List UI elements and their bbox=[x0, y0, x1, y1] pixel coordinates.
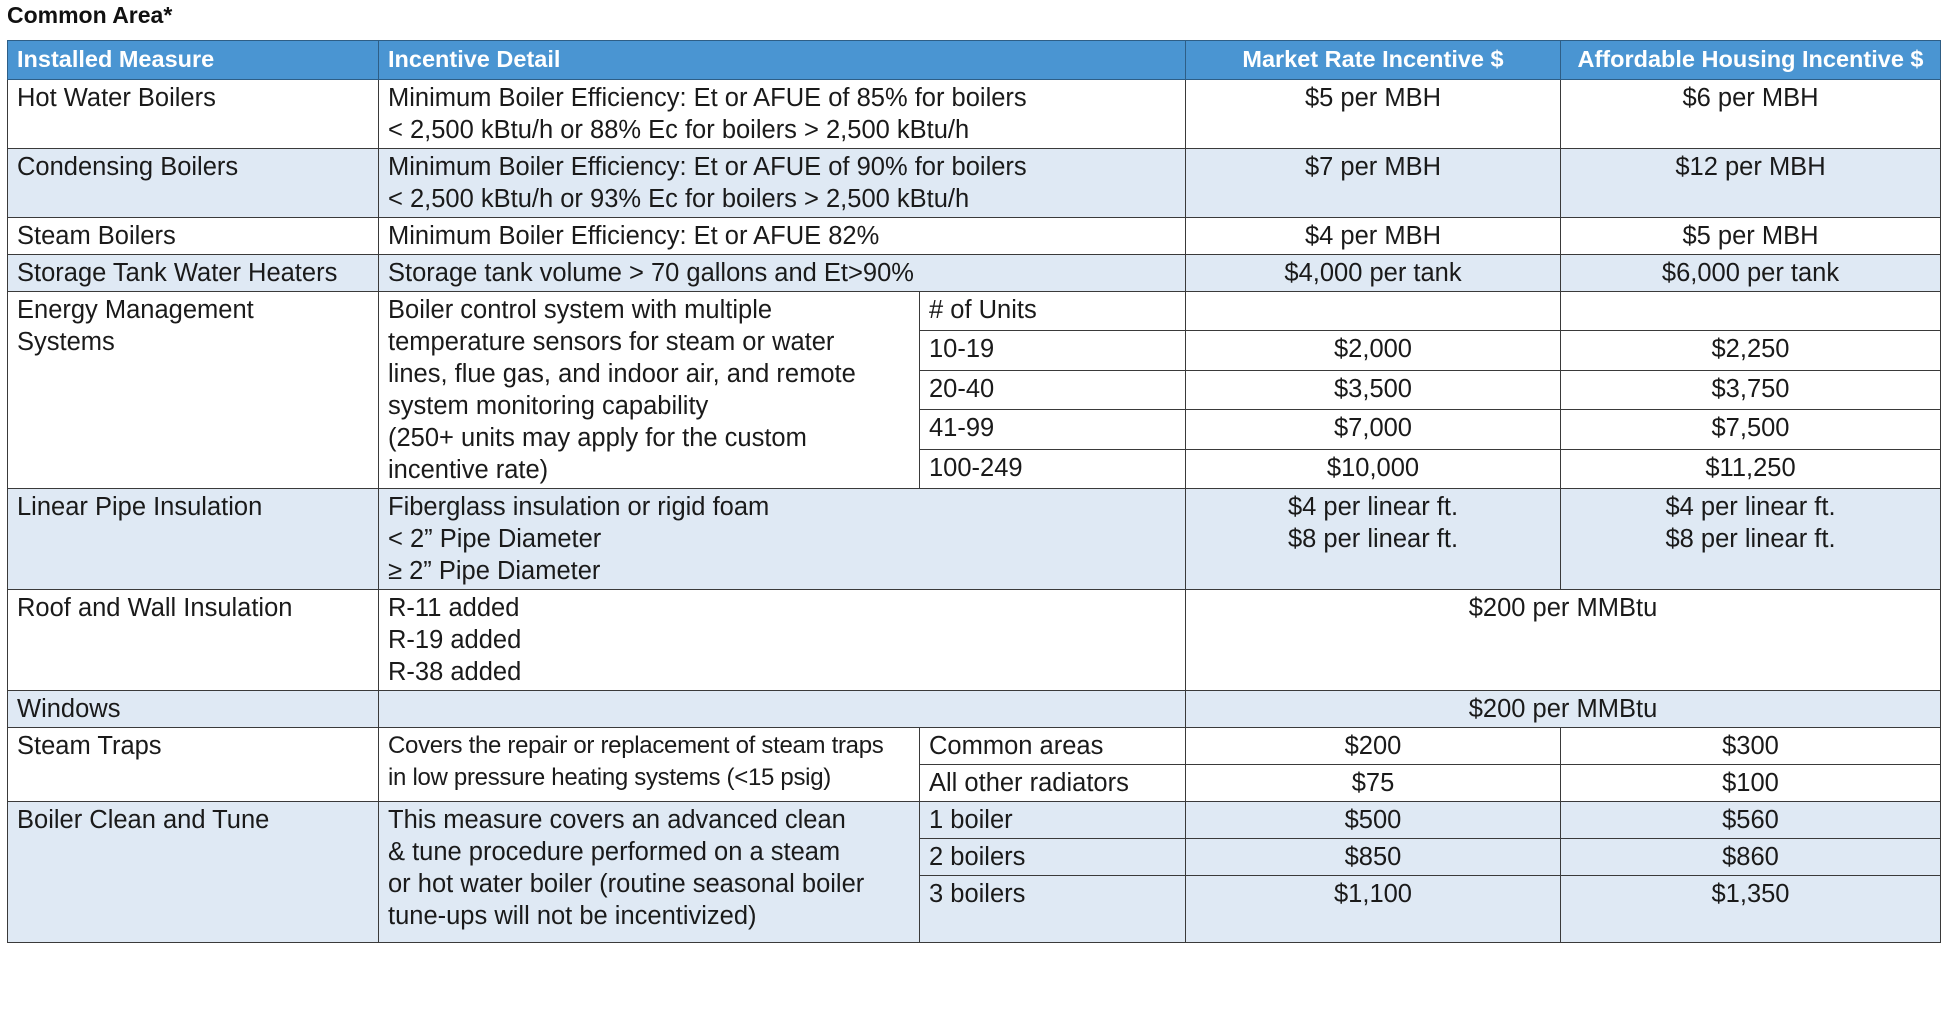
measure-cell: Storage Tank Water Heaters bbox=[8, 255, 379, 292]
market-cell: $3,500 bbox=[1186, 370, 1561, 409]
tier-cell: All other radiators bbox=[920, 765, 1186, 802]
detail-cell: Storage tank volume > 70 gallons and Et>90% bbox=[379, 255, 1186, 292]
market-cell: $500 bbox=[1186, 802, 1561, 839]
market-cell: $2,000 bbox=[1186, 331, 1561, 370]
tier-cell: 2 boilers bbox=[920, 839, 1186, 876]
tier-cell: Common areas bbox=[920, 728, 1186, 765]
affordable-cell: $4 per linear ft. $8 per linear ft. bbox=[1561, 489, 1941, 590]
detail-cell bbox=[379, 691, 1186, 728]
detail-cell: Minimum Boiler Efficiency: Et or AFUE 82% bbox=[379, 218, 1186, 255]
detail-cell: This measure covers an advanced clean & tune procedure performed on a steam or hot water boiler (routine seasonal boiler tune-ups will not be incentivized) bbox=[379, 802, 920, 943]
affordable-cell: $860 bbox=[1561, 839, 1941, 876]
market-cell: $7 per MBH bbox=[1186, 149, 1561, 218]
detail-cell: Minimum Boiler Efficiency: Et or AFUE of 90% for boilers < 2,500 kBtu/h or 93% Ec for boilers > 2,500 kBtu/h bbox=[379, 149, 1186, 218]
measure-cell: Linear Pipe Insulation bbox=[8, 489, 379, 590]
market-cell: $200 bbox=[1186, 728, 1561, 765]
measure-cell: Steam Boilers bbox=[8, 218, 379, 255]
affordable-cell: $7,500 bbox=[1561, 410, 1941, 449]
affordable-cell: $1,350 bbox=[1561, 876, 1941, 943]
incentive-table bbox=[7, 40, 1941, 943]
table-row bbox=[8, 80, 1941, 149]
market-cell: $10,000 bbox=[1186, 449, 1561, 488]
detail-cell: Covers the repair or replacement of steam traps in low pressure heating systems (<15 psig) bbox=[379, 728, 920, 802]
market-cell: $4 per MBH bbox=[1186, 218, 1561, 255]
units-header-cell: # of Units bbox=[920, 292, 1186, 331]
detail-cell: Boiler control system with multiple temperature sensors for steam or water lines, flue gas, and indoor air, and remote system monitoring capability (250+ units may apply for the custom incentive rate) bbox=[379, 292, 920, 489]
table-row bbox=[8, 728, 1941, 765]
affordable-cell bbox=[1561, 292, 1941, 331]
tier-cell: 1 boiler bbox=[920, 802, 1186, 839]
market-cell bbox=[1186, 292, 1561, 331]
units-cell: 10-19 bbox=[920, 331, 1186, 370]
detail-cell: R-11 added R-19 added R-38 added bbox=[379, 590, 1186, 691]
measure-cell: Windows bbox=[8, 691, 379, 728]
header-row bbox=[8, 41, 1941, 80]
market-cell: $5 per MBH bbox=[1186, 80, 1561, 149]
units-cell: 20-40 bbox=[920, 370, 1186, 409]
market-cell: $4,000 per tank bbox=[1186, 255, 1561, 292]
market-cell: $4 per linear ft. $8 per linear ft. bbox=[1186, 489, 1561, 590]
affordable-cell: $5 per MBH bbox=[1561, 218, 1941, 255]
measure-cell: Steam Traps bbox=[8, 728, 379, 802]
measure-cell: Energy Management Systems bbox=[8, 292, 379, 489]
market-cell: $1,100 bbox=[1186, 876, 1561, 943]
measure-cell: Condensing Boilers bbox=[8, 149, 379, 218]
combined-incentive-cell: $200 per MMBtu bbox=[1186, 590, 1941, 691]
measure-cell: Roof and Wall Insulation bbox=[8, 590, 379, 691]
detail-cell: Fiberglass insulation or rigid foam < 2” Pipe Diameter ≥ 2” Pipe Diameter bbox=[379, 489, 1186, 590]
table-row bbox=[8, 255, 1941, 292]
table-row bbox=[8, 489, 1941, 590]
market-cell: $7,000 bbox=[1186, 410, 1561, 449]
table-row bbox=[8, 218, 1941, 255]
tier-cell: 3 boilers bbox=[920, 876, 1186, 943]
units-cell: 100-249 bbox=[920, 449, 1186, 488]
header-affordable-housing: Affordable Housing Incentive $ bbox=[1561, 41, 1941, 80]
market-cell: $75 bbox=[1186, 765, 1561, 802]
header-market-rate: Market Rate Incentive $ bbox=[1186, 41, 1561, 80]
table-row bbox=[8, 802, 1941, 839]
affordable-cell: $2,250 bbox=[1561, 331, 1941, 370]
affordable-cell: $11,250 bbox=[1561, 449, 1941, 488]
affordable-cell: $100 bbox=[1561, 765, 1941, 802]
affordable-cell: $12 per MBH bbox=[1561, 149, 1941, 218]
header-incentive-detail: Incentive Detail bbox=[379, 41, 1186, 80]
market-cell: $850 bbox=[1186, 839, 1561, 876]
table-row bbox=[8, 590, 1941, 691]
table-row bbox=[8, 292, 1941, 331]
affordable-cell: $3,750 bbox=[1561, 370, 1941, 409]
detail-cell: Minimum Boiler Efficiency: Et or AFUE of 85% for boilers < 2,500 kBtu/h or 88% Ec for boilers > 2,500 kBtu/h bbox=[379, 80, 1186, 149]
affordable-cell: $6 per MBH bbox=[1561, 80, 1941, 149]
measure-cell: Boiler Clean and Tune bbox=[8, 802, 379, 943]
table-row bbox=[8, 691, 1941, 728]
affordable-cell: $6,000 per tank bbox=[1561, 255, 1941, 292]
section-title: Common Area* bbox=[7, 2, 173, 28]
table-row bbox=[8, 149, 1941, 218]
affordable-cell: $560 bbox=[1561, 802, 1941, 839]
header-installed-measure: Installed Measure bbox=[8, 41, 379, 80]
measure-cell: Hot Water Boilers bbox=[8, 80, 379, 149]
combined-incentive-cell: $200 per MMBtu bbox=[1186, 691, 1941, 728]
affordable-cell: $300 bbox=[1561, 728, 1941, 765]
units-cell: 41-99 bbox=[920, 410, 1186, 449]
